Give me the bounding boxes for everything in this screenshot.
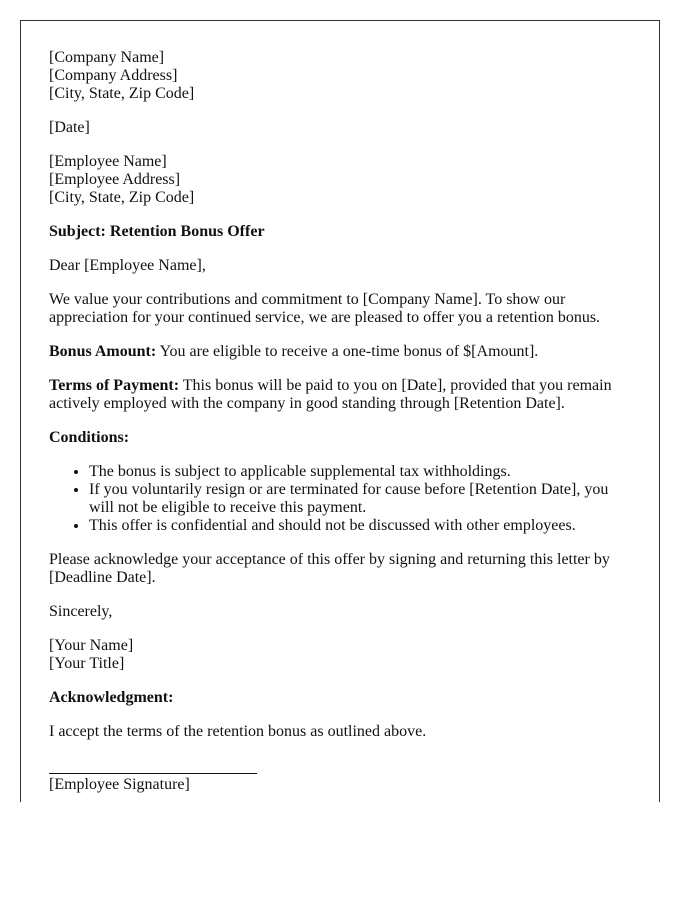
terms-text: This bonus will be paid to you on [Date], provided that you remain actively employed with the company in good standing through [Retention Date]. [49, 377, 612, 412]
acknowledgment-heading: Acknowledgment: [49, 689, 174, 706]
greeting: Dear [Employee Name], [49, 257, 206, 274]
company-address: [Company Address] [49, 67, 178, 84]
closing: Sincerely, [49, 603, 113, 620]
employee-address: [Employee Address] [49, 171, 181, 188]
employee-city: [City, State, Zip Code] [49, 189, 195, 206]
company-city: [City, State, Zip Code] [49, 85, 195, 102]
bonus-paragraph [49, 343, 631, 361]
signer-name: [Your Name] [49, 637, 134, 654]
terms-paragraph [49, 377, 631, 413]
bonus-text: You are eligible to receive a one-time bonus of $[Amount]. [156, 343, 539, 360]
letter-date: [Date] [49, 119, 90, 136]
condition-item: • The bonus is subject to applicable supplemental tax withholdings. [89, 463, 631, 481]
signature-label: [Employee Signature] [49, 776, 190, 793]
acknowledge-request: Please acknowledge your acceptance of this offer by signing and returning this letter by [Deadline Date]. [49, 551, 610, 586]
sender-block [49, 49, 631, 103]
signer-block [49, 637, 631, 673]
bonus-label: Bonus Amount: [49, 343, 157, 360]
employee-name: [Employee Name] [49, 153, 167, 170]
signature-line [49, 773, 257, 774]
acknowledgment-text: I accept the terms of the retention bonus as outlined above. [49, 723, 427, 740]
letter-page [20, 20, 660, 802]
subject-line: Subject: Retention Bonus Offer [49, 223, 265, 240]
intro-paragraph: We value your contributions and commitment to [Company Name]. To show our appreciation for your continued service, we are pleased to offer you a retention bonus. [49, 291, 601, 326]
company-name: [Company Name] [49, 49, 165, 66]
condition-item: • If you voluntarily resign or are terminated for cause before [Retention Date], you will not be eligible to receive this payment. [89, 481, 631, 517]
condition-item: • This offer is confidential and should not be discussed with other employees. [89, 517, 631, 535]
conditions-list [49, 463, 631, 535]
recipient-block [49, 153, 631, 207]
signer-title: [Your Title] [49, 655, 125, 672]
conditions-heading: Conditions: [49, 429, 130, 446]
terms-label: Terms of Payment: [49, 377, 180, 394]
